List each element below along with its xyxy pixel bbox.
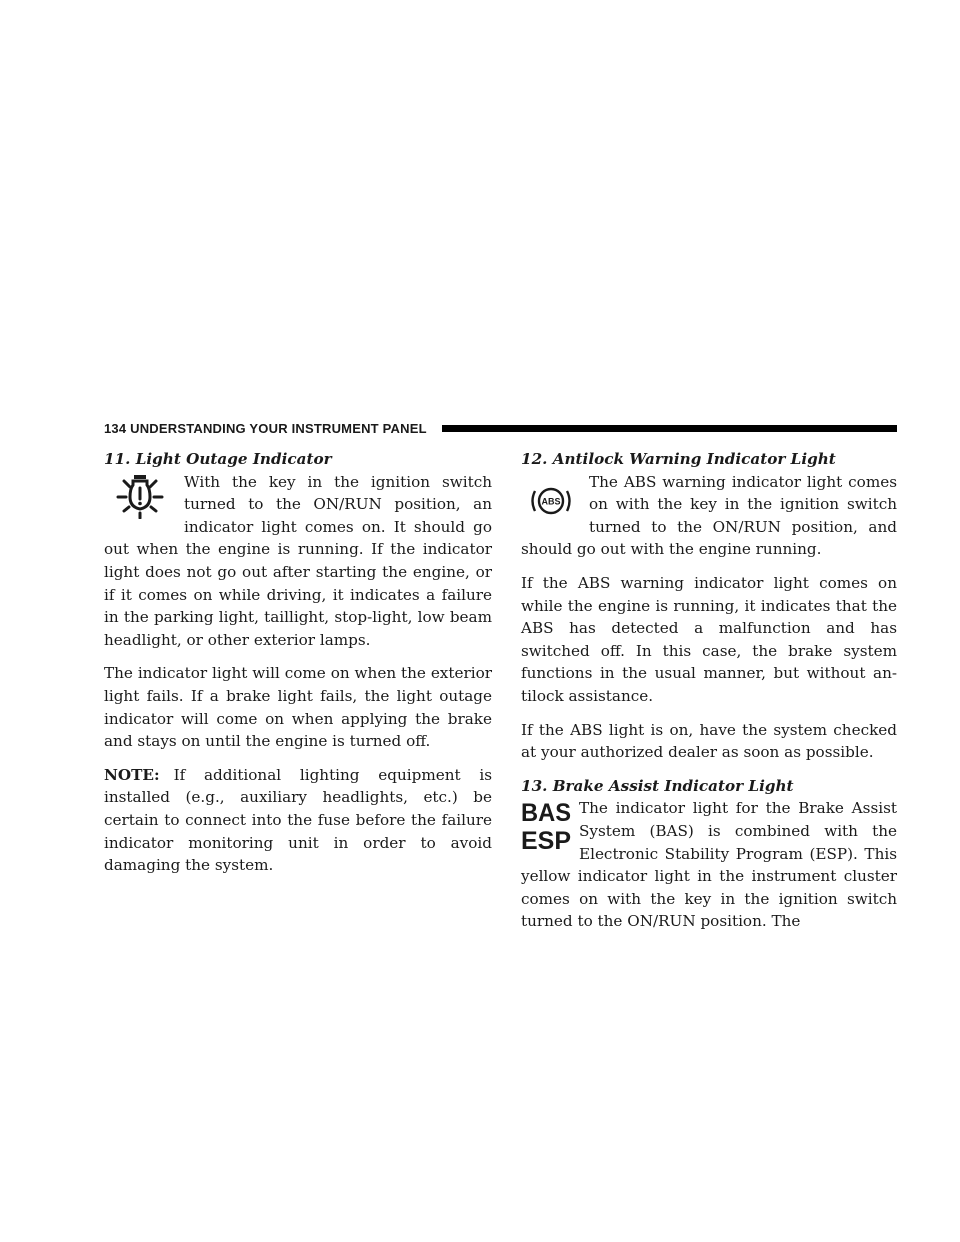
- section-11-paragraph-2: The indicator light will come on when the exterior light fails. If a brake light fails, the light outage indicator will come on when applying the brake and stays on until the engine is turned off.: [104, 664, 492, 751]
- abs-warning-icon: [521, 471, 589, 531]
- left-column: [104, 448, 492, 888]
- note-text: If additional lighting equipment is installed (e.g., auxiliary headlights, etc.) be certain to connect into the fuse before the failure indicator monitoring unit in order to avoid damaging the system.: [104, 765, 492, 875]
- bas-esp-icon: [521, 797, 573, 863]
- light-outage-icon: [104, 471, 176, 519]
- page-header: [104, 421, 897, 437]
- note-paragraph: [104, 764, 492, 877]
- section-12-title: 12. Antilock Warning Indicator Light: [521, 450, 836, 468]
- section-11-title: 11. Light Outage Indicator: [104, 450, 332, 468]
- bas-icon-line2: ESP: [521, 827, 571, 856]
- section-13-paragraph-1: BAS ESP The indicator light for the Brake Assist System (BAS) is combined with the Electronic Stability Program (ESP). This yellow indicator light in the instrument cluster comes on with the key in the ignition switch turned to the ON/RUN position. The: [521, 799, 897, 931]
- section-11-paragraph-1: With the key in the ignition switch turned to the ON/RUN position, an indicator light comes on. It should go out when the engine is running. If the indicator light does not go out after starting the engine, or if it comes on while driving, it indicates a failure in the parking light, taillight, stop-light, low beam headlight, or other exterior lamps.: [104, 472, 492, 649]
- right-column: [521, 448, 897, 944]
- page-number-section-label: 134 UNDERSTANDING YOUR INSTRUMENT PANEL: [104, 421, 427, 436]
- section-12-paragraph-2: If the ABS warning indicator light comes on while the engine is running, it indicates that the ABS has detected a malfunction and has switched off. In this case, the brake system functions in the usual manner, but without an-tilock assistance.: [521, 573, 897, 705]
- section-13-title: 13. Brake Assist Indicator Light: [521, 776, 794, 795]
- section-12-paragraph-1: ABS The ABS warning indicator light comes on with the key in the ignition switch turned to the ON/RUN position, and should go out with the engine running.: [521, 472, 897, 559]
- section-12-paragraph-3: If the ABS light is on, have the system checked at your authorized dealer as soon as possible.: [521, 720, 897, 762]
- header-rule: [442, 425, 897, 432]
- note-label: NOTE:: [104, 765, 160, 784]
- bas-icon-line1: BAS: [521, 799, 571, 828]
- abs-icon-label: ABS: [541, 496, 561, 507]
